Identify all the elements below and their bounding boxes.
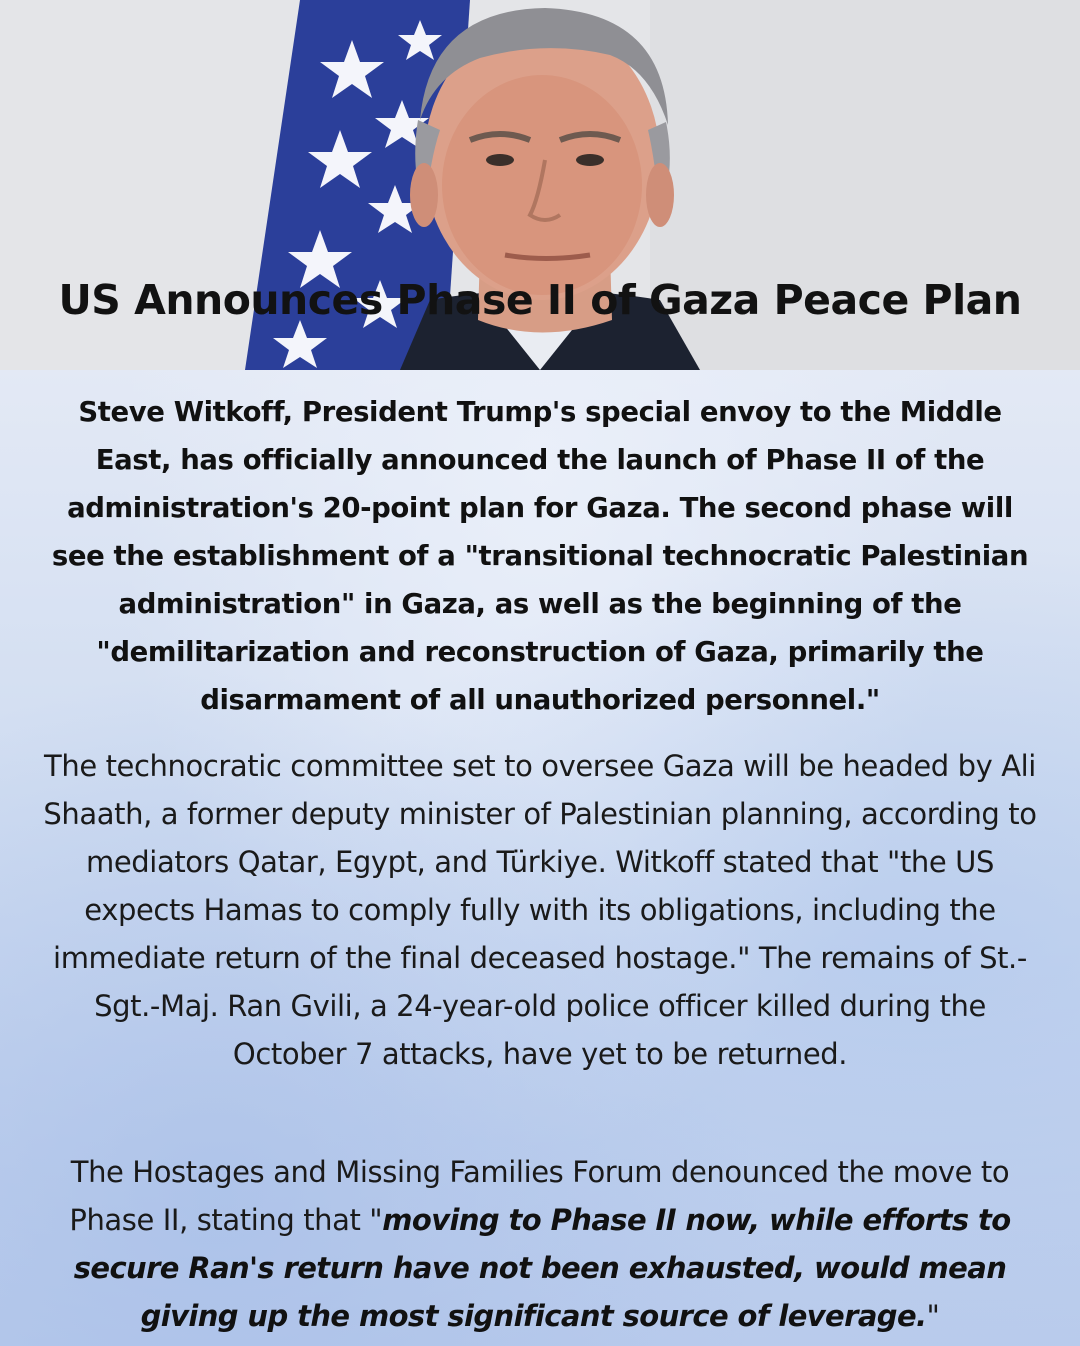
article-body — [0, 370, 1080, 1346]
paragraph-committee: The technocratic committee set to oversee Gaza will be headed by Ali Shaath, a former deputy minister of Palestinian planning, according to mediators Qatar, Egypt, and Türkiye. Witkoff stated that "the US expects Hamas to comply fully with its obligations, including the immediate return of the final deceased hostage." The remains of St.-Sgt.-Maj. Ran Gvili, a 24-year-old police officer killed during the October 7 attacks, have yet to be returned. — [43, 749, 1037, 1071]
hero-photo — [0, 0, 1080, 370]
forum-quote: moving to Phase II now, while efforts to secure Ran's return have not been exhausted, would mean giving up the most significant source of leverage. — [73, 1203, 1011, 1333]
headline: US Announces Phase II of Gaza Peace Plan — [58, 276, 1022, 324]
forum-lead-text: The Hostages and Missing Families Forum denounced the move to Phase II, stating that " — [69, 1155, 1010, 1237]
forum-quote-close: " — [926, 1299, 940, 1333]
paragraph-forum-reaction — [40, 1148, 1040, 1340]
paragraph-announcement: Steve Witkoff, President Trump's special envoy to the Middle East, has officially announced the launch of Phase II of the administration's 20-point plan for Gaza. The second phase will see the establishment of a "transitional technocratic Palestinian administration" in Gaza, as well as the beginning of the "demilitarization and reconstruction of Gaza, primarily the disarmament of all unauthorized personnel." — [51, 396, 1029, 716]
